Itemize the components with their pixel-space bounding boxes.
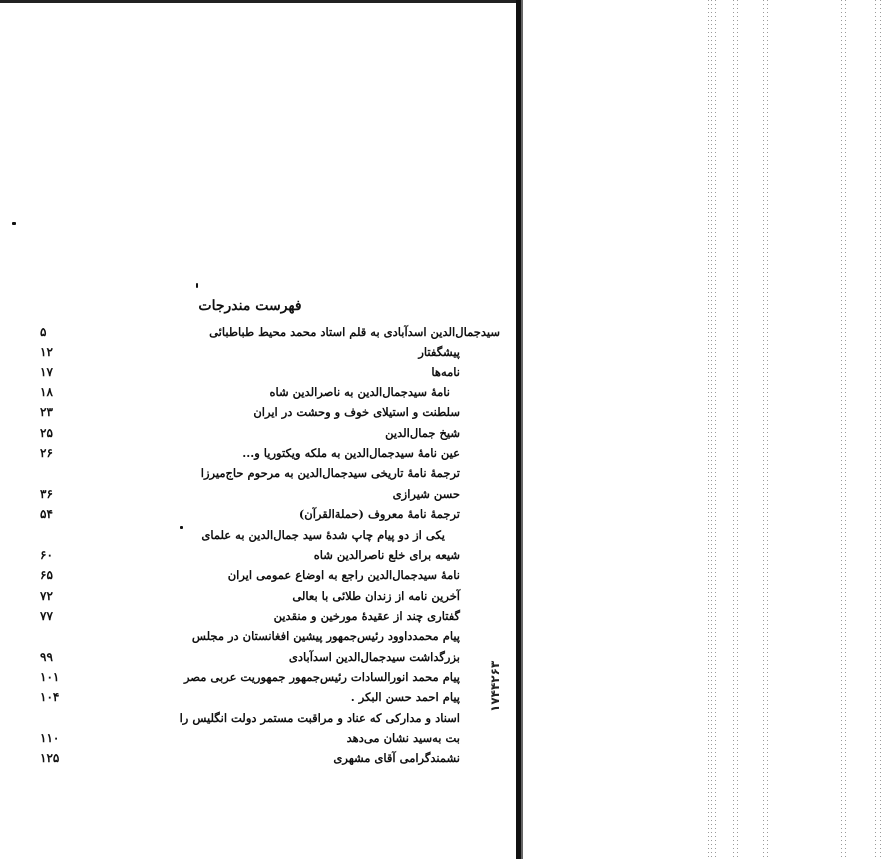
toc-entry-title: ترجمهٔ نامهٔ تاریخی سیدجمال‌الدین به مرحوم حاج‌میرزا [200,466,460,480]
toc-page-number: ۶۰ [40,548,53,562]
scan-noise-line [880,0,881,859]
toc-entry-title: بزرگداشت سیدجمال‌الدین اسدآبادی [288,650,460,664]
toc-row [40,690,460,710]
toc-page-number: ۷۷ [40,609,53,623]
toc-row [40,629,460,649]
toc-entry-title: یکی از دو پیام چاپ شدهٔ سید جمال‌الدین به علمای [201,528,445,542]
toc-row [40,325,500,345]
toc-entry-title: شیخ جمال‌الدین [385,426,460,440]
page-top-edge [0,0,518,3]
toc-page-number: ۲۶ [40,446,53,460]
toc-row [40,589,460,609]
toc-row [40,731,460,751]
toc-page-number: ۱۷ [40,365,53,379]
toc-page-number: ۳۶ [40,487,53,501]
toc-entry-title: ترجمهٔ نامهٔ معروف (حملة‌القرآن) [298,507,460,521]
toc-page-number: ۱۲ [40,345,53,359]
toc-row [40,751,460,771]
toc-row [40,365,460,385]
toc-entry-title: عین نامهٔ سیدجمال‌الدین به ملکه ویکتوریا و... [242,446,460,460]
scan-speck [12,222,16,225]
scan-noise-line [763,0,764,859]
toc-row [40,405,460,425]
toc-entry-title: شیعه برای خلع ناصرالدین شاه [313,548,460,562]
toc-row [40,711,460,731]
library-stamp: ۱۷۴۴۲۶۳ [488,660,502,712]
toc-entry-title: نامه‌ها [431,365,460,379]
toc-page-number: ۱۸ [40,385,53,399]
toc-row [40,568,460,588]
toc-row [40,426,460,446]
toc-page-number: ۶۵ [40,568,53,582]
toc-page-number: ۷۲ [40,589,53,603]
toc-entry-title: اسناد و مدارکی که عناد و مراقبت مستمر دولت انگلیس را [179,711,460,725]
scan-noise-line [875,0,876,859]
toc-row [40,650,460,670]
toc-row [40,507,460,527]
toc-page-number: ۱۲۵ [40,751,60,765]
toc-row [40,528,460,548]
toc-entry-title: پیشگفتار [418,345,460,359]
toc-row [40,466,460,486]
right-page-blank [523,0,884,859]
toc-row [40,487,460,507]
scan-noise-line [767,0,768,859]
toc-row [40,385,460,405]
scan-noise-line [841,0,842,859]
toc-entry-title: نامهٔ سیدجمال‌الدین به ناصرالدین شاه [269,385,450,399]
toc-entry-title: پیام احمد حسن البکر . [350,690,460,704]
toc-entry-title: حسن شیرازی [392,487,460,501]
scan-noise-line [737,0,738,859]
toc-page-number: ۵۴ [40,507,53,521]
toc-row [40,446,460,466]
toc-page-number: ۱۰۴ [40,690,60,704]
scan-noise-line [715,0,716,859]
scan-noise-line [733,0,734,859]
scan-noise-line [711,0,712,859]
toc-entry-title: گفتاری چند از عقیدهٔ مورخین و منقدین [273,609,460,623]
toc-entry-title: پیام محمدداوود رئیس‌جمهور پیشین افغانستان در مجلس [191,629,460,643]
toc-row [40,609,460,629]
toc-entry-title: نامهٔ سیدجمال‌الدین راجع به اوضاع عمومی ایران [227,568,460,582]
toc-page-number: ۱۰۱ [40,670,60,684]
toc-row [40,670,460,690]
toc-entry-title: آخرین نامه از زندان طلائی با بعالی [292,589,460,603]
toc-page-number: ۲۳ [40,405,53,419]
toc-page-number: ۲۵ [40,426,53,440]
toc-entry-title: سیدجمال‌الدین اسدآبادی به قلم استاد محمد محیط طباطبائی [209,325,500,339]
toc-entry-title: پیام محمد انورالسادات رئیس‌جمهور جمهوریت عربی مصر [183,670,460,684]
toc-entry-title: سلطنت و استیلای خوف و وحشت در ایران [253,405,460,419]
toc-entry-title: نشمندگرامی آقای مشهری [333,751,460,765]
toc-entry-title: بت به‌سید نشان می‌دهد [346,731,460,745]
toc-page-number: ۱۱۰ [40,731,60,745]
toc-row [40,345,460,365]
toc-row [40,548,460,568]
page-title: فهرست مندرجات [198,298,302,314]
toc-page-number: ۵ [40,325,47,339]
toc-page-number: ۹۹ [40,650,53,664]
scan-noise-line [708,0,709,859]
scan-noise-line [845,0,846,859]
scan-speck [196,283,198,288]
